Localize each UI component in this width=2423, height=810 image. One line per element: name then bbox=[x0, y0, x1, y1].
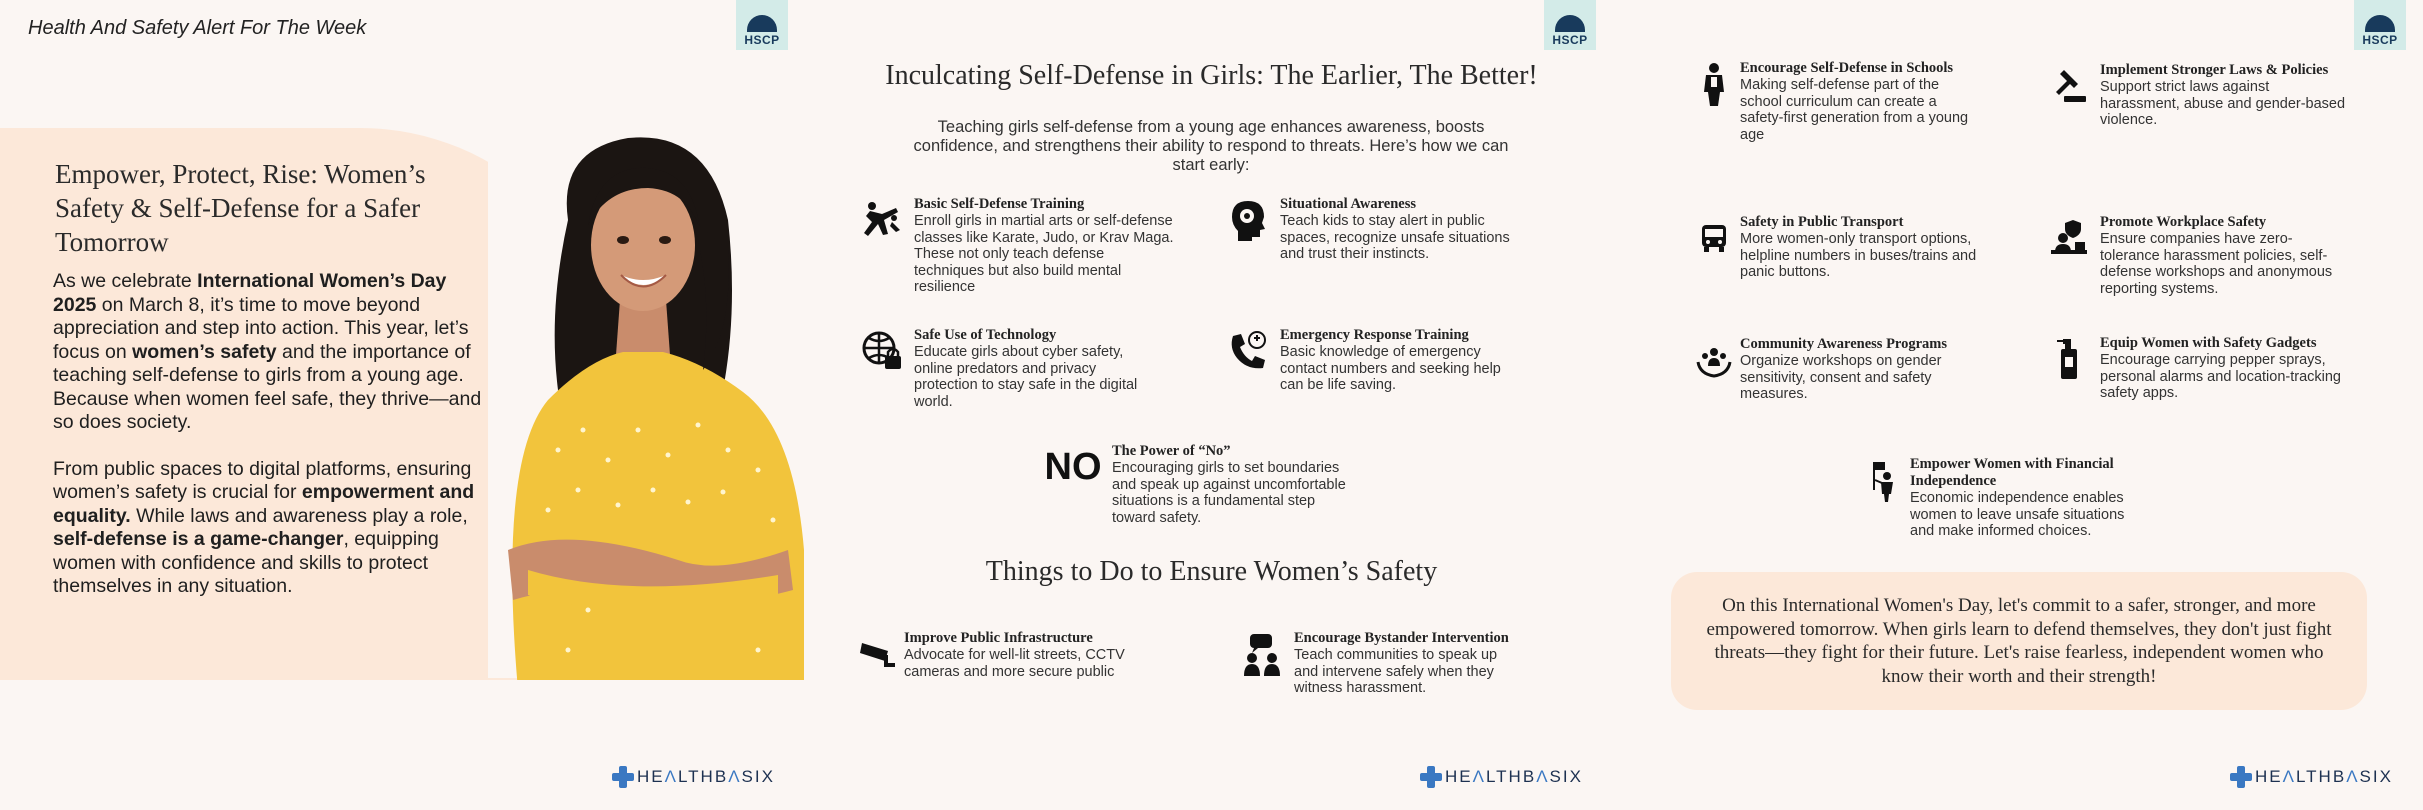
bystander-icon bbox=[1238, 630, 1286, 678]
safety-section-title: Things to Do to Ensure Women’s Safety bbox=[985, 556, 1438, 587]
community-icon bbox=[1696, 336, 1732, 384]
pepper-spray-icon bbox=[2046, 335, 2092, 383]
martial-arts-icon bbox=[858, 196, 906, 244]
list-item: Encourage Self-Defense in Schools Making self-defense part of the school curriculum can create a safety-first generation from a young age bbox=[1696, 60, 1996, 143]
list-item: Empower Women with Financial Independence Economic independence enables women to leave unsafe situations and make informed choices. bbox=[1866, 456, 2166, 540]
week-header: Health And Safety Alert For The Week bbox=[28, 17, 367, 39]
woman-photo bbox=[488, 130, 804, 680]
panel-actions bbox=[1616, 0, 2423, 810]
list-item: NO The Power of “No” Encouraging girls to set boundaries and speak up against uncomfortable situations is a fundamental step toward safety. bbox=[1038, 443, 1358, 526]
self-defense-title: Inculcating Self-Defense in Girls: The Earlier, The Better! bbox=[885, 60, 1538, 91]
gavel-icon bbox=[2046, 62, 2092, 110]
list-item: Safe Use of Technology Educate girls about cyber safety, online predators and privacy protection to stay safe in the digital world. bbox=[858, 327, 1178, 410]
closing-message: On this International Women's Day, let's commit to a safer, stronger, and more empowered tomorrow. When girls learn to defend themselves, they don't just fight threats—they fight for their future. Let's raise fearless, independent women who know their worth and their strength! bbox=[1706, 595, 2332, 687]
list-item: Encourage Bystander Intervention Teach communities to speak up and intervene safely when they witness harassment. bbox=[1238, 630, 1568, 697]
healthbasix-logo: H E Λ LTHB Λ SIX bbox=[612, 766, 775, 788]
phone-emergency-icon bbox=[1224, 327, 1272, 375]
intro-title: Empower, Protect, Rise: Women’s Safety & Self-Defense for a Safer Tomorrow bbox=[55, 159, 426, 257]
panel-self-defense bbox=[808, 0, 1615, 810]
healthbasix-logo: H E Λ LTHB Λ SIX bbox=[1420, 766, 1583, 788]
bus-icon bbox=[1696, 214, 1732, 262]
cctv-icon bbox=[858, 630, 896, 678]
list-item: Implement Stronger Laws & Policies Support strict laws against harassment, abuse and gender-based violence. bbox=[2046, 62, 2376, 129]
hscp-logo: HSCP bbox=[2354, 0, 2406, 50]
panel-intro bbox=[0, 0, 807, 810]
intro-text bbox=[53, 270, 485, 622]
head-awareness-icon bbox=[1224, 196, 1272, 244]
list-item: Improve Public Infrastructure Advocate for well-lit streets, CCTV cameras and more secure public bbox=[858, 630, 1188, 680]
hscp-logo: HSCP bbox=[1544, 0, 1596, 50]
self-defense-intro: Teaching girls self-defense from a young age enhances awareness, boosts confidence, and strengthens their ability to respond to threats. Here’s how we can start early: bbox=[913, 118, 1509, 174]
closing-message-box bbox=[1671, 572, 2367, 710]
list-item: Community Awareness Programs Organize workshops on gender sensitivity, consent and safety measures. bbox=[1696, 336, 2016, 403]
list-item: Promote Workplace Safety Ensure companies have zero-tolerance harassment policies, self-defense workshops and anonymous reporting systems. bbox=[2046, 214, 2376, 297]
list-item: Situational Awareness Teach kids to stay alert in public spaces, recognize unsafe situations and trust their instincts. bbox=[1224, 196, 1564, 263]
list-item: Equip Women with Safety Gadgets Encourage carrying pepper sprays, personal alarms and location-tracking safety apps. bbox=[2046, 335, 2376, 402]
flag-person-icon bbox=[1866, 456, 1902, 504]
hscp-logo: HSCP bbox=[736, 0, 788, 50]
no-icon: NO bbox=[1044, 445, 1102, 488]
intro-paragraph-1: As we celebrate International Women’s Day 2025 on March 8, it’s time to move beyond appreciation and step into action. This year, let’s focus on women’s safety and the importance of teaching self-defense to girls from a young age. Because when women feel safe, they thrive—and so does society. bbox=[53, 270, 482, 433]
globe-lock-icon bbox=[858, 327, 906, 375]
healthbasix-logo: H E Λ LTHB Λ SIX bbox=[2230, 766, 2393, 788]
intro-paragraph-2: From public spaces to digital platforms, ensuring women’s safety is crucial for empowerment and equality. While laws and awareness play a role, self-defense is a game-changer, equipping women with confidence and skills to protect themselves in any situation. bbox=[53, 457, 475, 597]
student-icon bbox=[1696, 60, 1732, 108]
list-item: Emergency Response Training Basic knowledge of emergency contact numbers and seeking help can be life saving. bbox=[1224, 327, 1564, 394]
workplace-shield-icon bbox=[2046, 214, 2092, 262]
list-item: Basic Self-Defense Training Enroll girls in martial arts or self-defense classes like Karate, Judo, or Krav Maga. These not only teach defense techniques but also build mental resilience bbox=[858, 196, 1178, 296]
list-item: Safety in Public Transport More women-only transport options, helpline numbers in buses/trains and panic buttons. bbox=[1696, 214, 1996, 281]
